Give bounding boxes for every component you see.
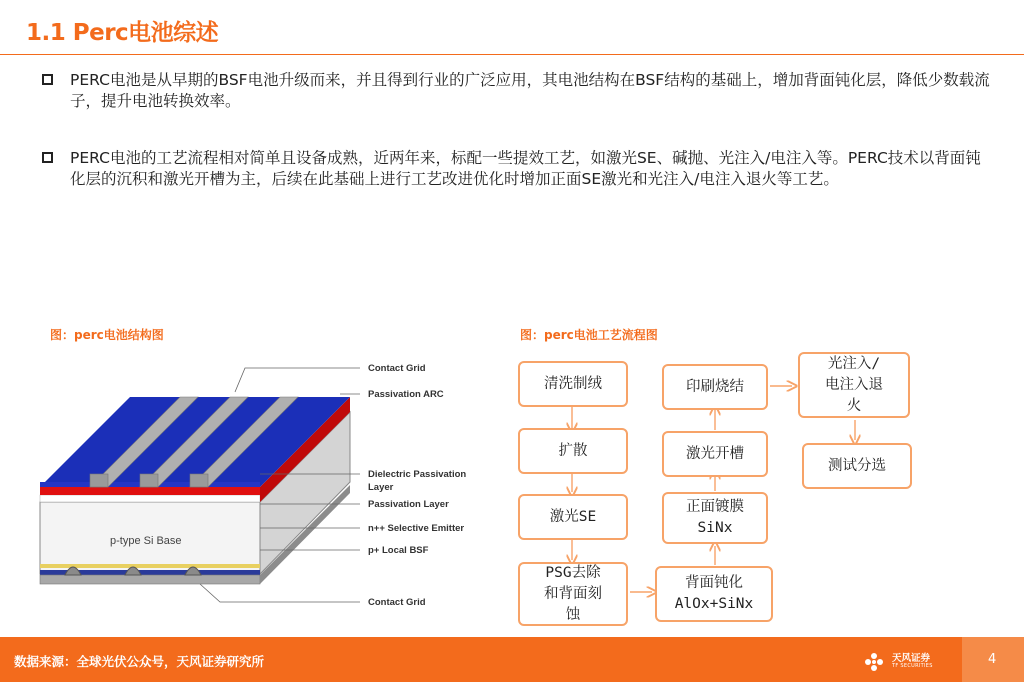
label-dielectric-1: Dielectric Passivation <box>368 469 467 480</box>
dielectric-layer-front <box>40 495 260 502</box>
label-passivation-layer: Passivation Layer <box>368 499 449 510</box>
base-label: p-type Si Base <box>110 535 182 547</box>
flow-step-printing-sintering: 印刷烧结 <box>662 364 768 410</box>
label-contact-grid-top: Contact Grid <box>368 363 426 374</box>
flow-step-testing-sorting: 测试分选 <box>802 443 912 489</box>
square-bullet-icon <box>42 152 53 163</box>
title-divider <box>0 54 1024 55</box>
bullet-item <box>42 148 992 190</box>
flow-step-front-coating: 正面镀膜 SiNx <box>662 492 768 544</box>
label-selective-emitter: n++ Selective Emitter <box>368 523 465 534</box>
flow-step-rear-passivation: 背面钝化 AlOx+SiNx <box>655 566 773 622</box>
flow-step-psg-removal: PSG去除 和背面刻 蚀 <box>518 562 628 626</box>
flow-step-cleaning-texturing: 清洗制绒 <box>518 361 628 407</box>
bullet-text: PERC电池是从早期的BSF电池升级而来，并且得到行业的广泛应用，其电池结构在BSF结构的基础上，增加背面钝化层，降低少数载流子，提升电池转换效率。 <box>70 71 990 110</box>
label-contact-grid-bottom: Contact Grid <box>368 597 426 608</box>
logo-subtitle: TF SECURITIES <box>892 663 933 669</box>
page-number: 4 <box>988 652 997 667</box>
bullet-item <box>42 70 992 112</box>
rear-contact-grid <box>40 575 260 584</box>
figure-caption-structure: 图：perc电池结构图 <box>50 328 164 342</box>
label-passivation-arc: Passivation ARC <box>368 389 444 400</box>
bullet-text: PERC电池的工艺流程相对简单且设备成熟，近两年来，标配一些提效工艺，如激光SE、碱抛、光注入/电注入等。PERC技术以背面钝化层的沉积和激光开槽为主，后续在此基础上进行工艺改进优化时增加正面SE激光和光注入/电注入退火等工艺。 <box>70 149 981 188</box>
logo-name: 天风证券 <box>892 653 931 664</box>
flow-step-light-injection: 光注入/ 电注入退 火 <box>798 352 910 418</box>
perc-structure-diagram <box>30 352 490 622</box>
label-dielectric-2: Layer <box>368 482 394 493</box>
label-local-bsf: p+ Local BSF <box>368 545 429 556</box>
square-bullet-icon <box>42 74 53 85</box>
page-title: 1.1 Perc电池综述 <box>26 20 219 46</box>
source-note: 数据来源：全球光伏公众号，天风证券研究所 <box>14 654 265 669</box>
figure-caption-process: 图：perc电池工艺流程图 <box>520 328 658 342</box>
emitter-layer-front <box>40 487 260 495</box>
flow-step-diffusion: 扩散 <box>518 428 628 474</box>
flow-step-laser-grooving: 激光开槽 <box>662 431 768 477</box>
flow-step-laser-se: 激光SE <box>518 494 628 540</box>
title-bar <box>0 0 1024 56</box>
